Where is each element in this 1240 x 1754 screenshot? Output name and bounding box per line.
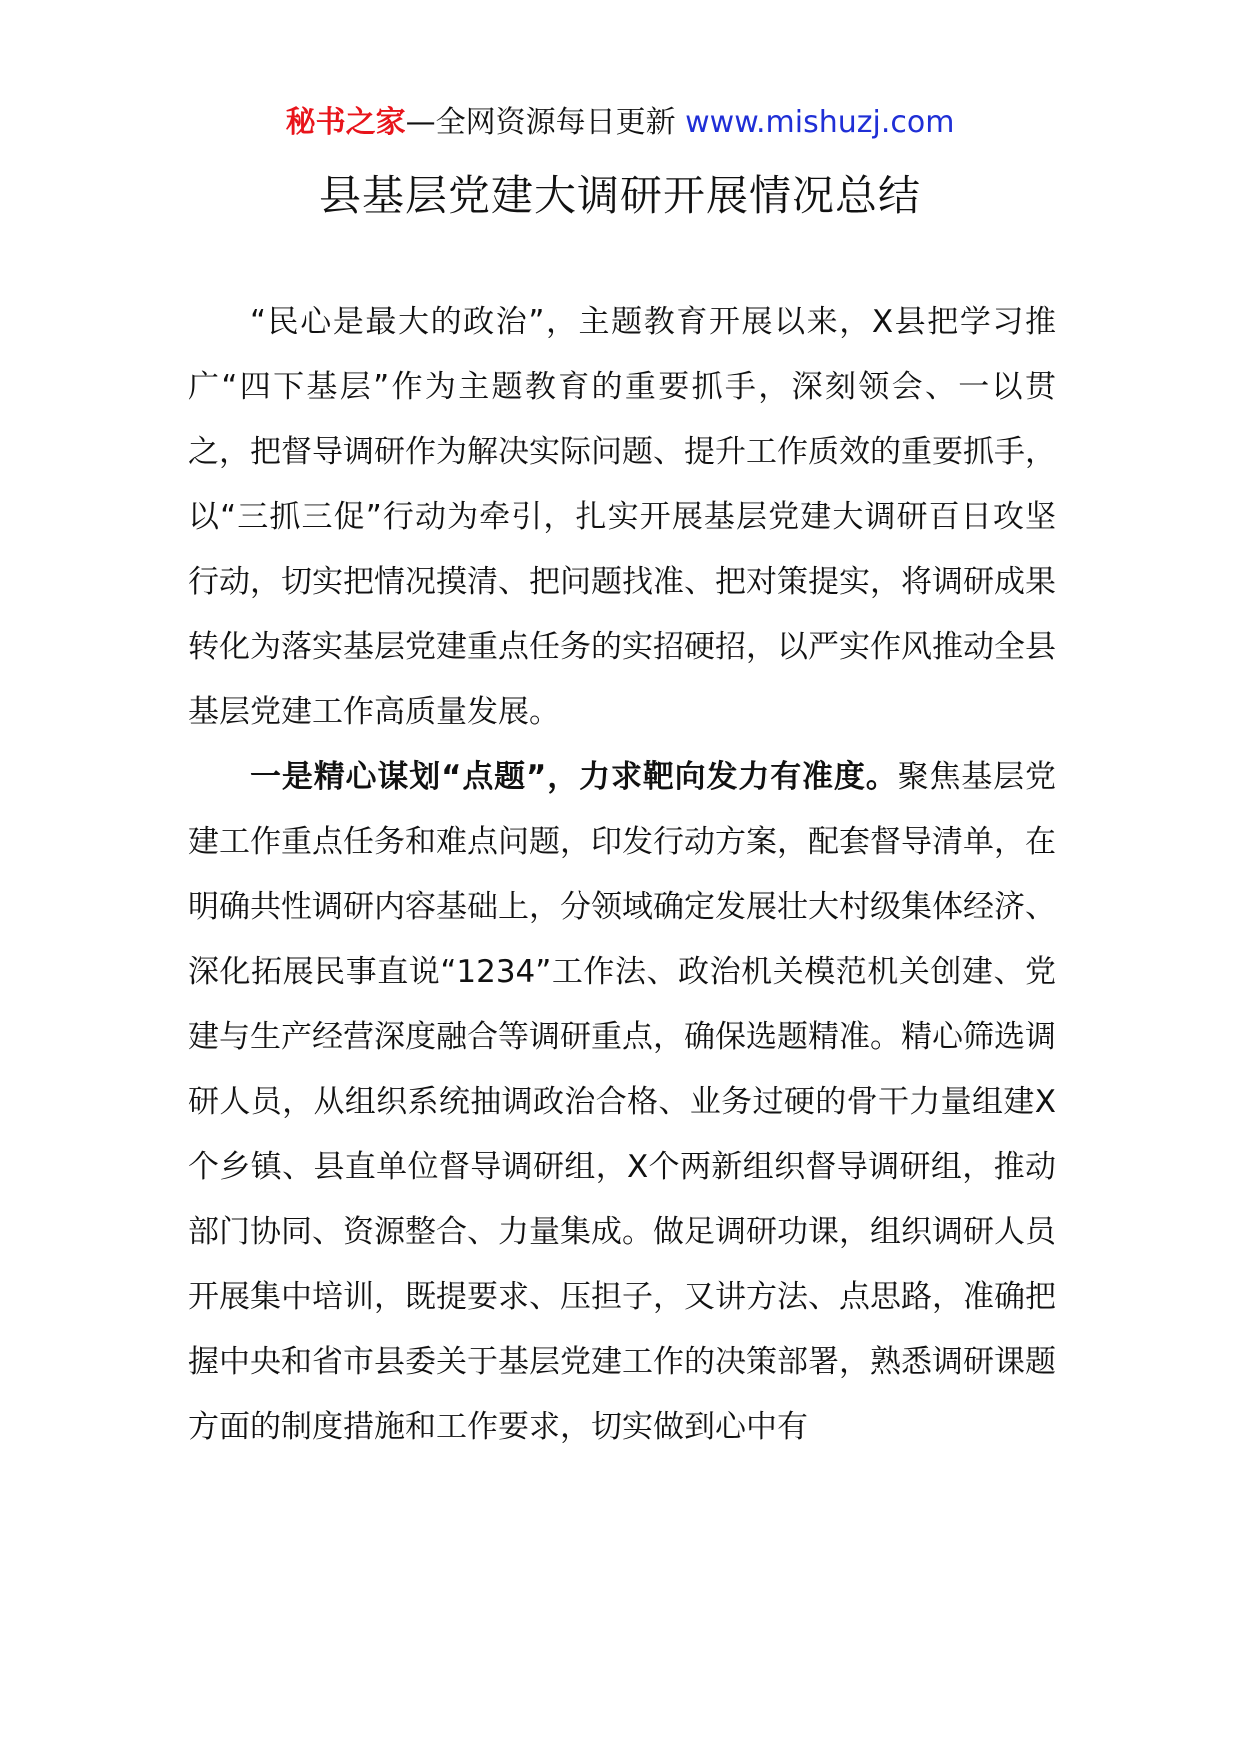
paragraph-text: “民心是最大的政治”，主题教育开展以来，X县把学习推广“四下基层”作为主题教育的重要抓手，深刻领会、一以贯之，把督导调研作为解决实际问题、提升工作质效的重要抓手，以“三抓三促”行动为牵引，扎实开展基层党建大调研百日攻坚行动，切实把情况摸清、把问题找准、把对策提实，将调研成果转化为落实基层党建重点任务的实招硬招，以严实作风推动全县基层党建工作高质量发展。	[188, 304, 1056, 730]
site-banner	[0, 103, 1240, 143]
document-body	[188, 290, 1056, 1460]
paragraph-text: 聚焦基层党建工作重点任务和难点问题，印发行动方案，配套督导清单，在明确共性调研内容基础上，分领域确定发展壮大村级集体经济、深化拓展民事直说“1234”工作法、政治机关模范机关创建、党建与生产经营深度融合等调研重点，确保选题精准。精心筛选调研人员，从组织系统抽调政治合格、业务过硬的骨干力量组建X个乡镇、县直单位督导调研组，X个两新组织督导调研组，推动部门协同、资源整合、力量集成。做足调研功课，组织调研人员开展集中培训，既提要求、压担子，又讲方法、点思路，准确把握中央和省市县委关于基层党建工作的决策部署，熟悉调研课题方面的制度措施和工作要求，切实做到心中有	[188, 759, 1057, 1445]
brand-name: 秘书之家	[285, 105, 406, 140]
paragraph-lead: 一是精心谋划“点题”，力求靶向发力有准度。	[250, 759, 898, 795]
banner-tagline: —全网资源每日更新	[405, 105, 676, 140]
paragraph-intro	[188, 290, 1056, 745]
site-url-link[interactable]: www.mishuzj.com	[685, 105, 955, 140]
document-title: 县基层党建大调研开展情况总结	[318, 171, 921, 220]
paragraph-point-one	[188, 745, 1056, 1460]
